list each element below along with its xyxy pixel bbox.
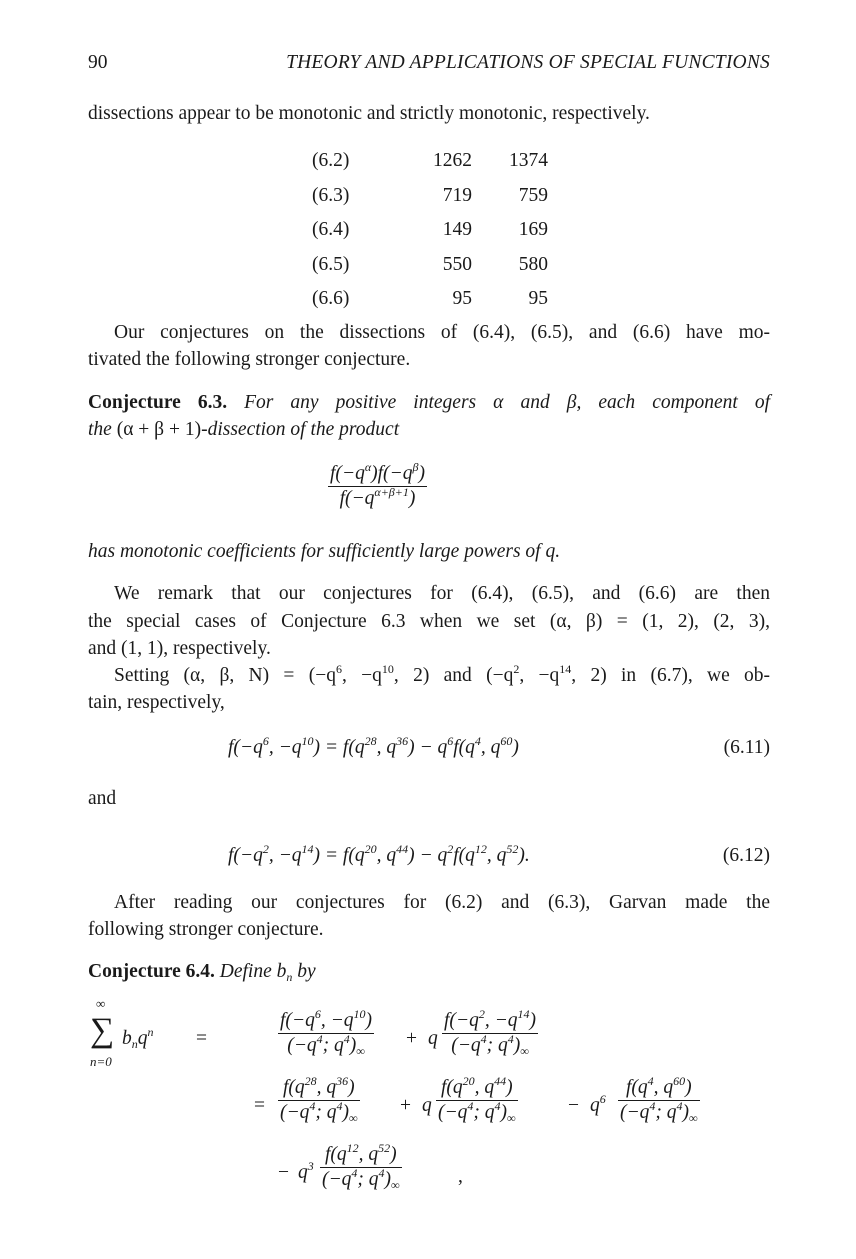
para1-line1: Our conjectures on the dissections of (6.4), (6.5), and (6.6) have mo- bbox=[114, 322, 770, 343]
running-title: THEORY AND APPLICATIONS OF SPECIAL FUNCTIONS bbox=[286, 52, 770, 73]
q3-term: $q^3$ bbox=[298, 1159, 314, 1183]
para2-line2: the special cases of Conjecture 6.3 when we set (α, β) = (1, 2), (2, 3), bbox=[88, 611, 770, 632]
para4-line1: After reading our conjectures for (6.2) and (6.3), Garvan made the bbox=[114, 892, 770, 913]
frac-row2-c: $f(q^4$, $q^{60}$) ($-q^4$; $q^4)_\infty$ bbox=[620, 1074, 698, 1125]
plus-2: + bbox=[400, 1095, 411, 1116]
conjecture-6-3-text1: For any positive integers α and β, each component of bbox=[244, 392, 770, 413]
trailing-comma: , bbox=[458, 1166, 463, 1187]
conjecture-6-3-line2 bbox=[88, 419, 399, 441]
intro-line: dissections appear to be monotonic and strictly monotonic, respectively. bbox=[88, 103, 650, 124]
and-word: and bbox=[88, 788, 117, 809]
row-value-b: 1374 bbox=[509, 150, 548, 171]
conjecture-6-3-line1 bbox=[88, 392, 770, 414]
product-fraction bbox=[328, 460, 427, 510]
minus-1: − bbox=[568, 1095, 579, 1116]
equation-6-12: $f(-q^2$, $-q^{14}) = f(q^{20}$, $q^{44}) - q^2f(q^{12}$, $q^{52}$). bbox=[228, 842, 530, 866]
row-value-b: 580 bbox=[518, 253, 548, 275]
para2-line3: and (1, 1), respectively. bbox=[88, 638, 271, 659]
row-label: (6.4) bbox=[312, 219, 350, 240]
coefficient-table bbox=[312, 144, 548, 317]
conj-line2-post: -dissection of the product bbox=[201, 419, 400, 440]
para1-line2: tivated the following stronger conjecture. bbox=[88, 349, 411, 370]
table-row bbox=[312, 144, 548, 179]
conjecture-6-4-text: Define $b_n$ by bbox=[219, 961, 316, 984]
sum-lower-limit: n=0 bbox=[90, 1054, 112, 1069]
frac-row3: $f(q^{12}$, $q^{52}$) ($-q^4$; $q^4)_\infty$ bbox=[322, 1141, 400, 1192]
equation-number-6-11: (6.11) bbox=[723, 737, 770, 758]
row-label: (6.6) bbox=[312, 288, 350, 309]
minus-2: − bbox=[278, 1162, 289, 1183]
q-1: q bbox=[428, 1028, 438, 1049]
fraction-denominator: $f(-q^{\alpha+\beta+1})$ bbox=[339, 485, 416, 509]
q6-term: $q^6$ bbox=[590, 1092, 606, 1116]
table-row bbox=[312, 179, 548, 214]
table-row bbox=[312, 213, 548, 248]
row-value-a: 1262 bbox=[433, 150, 472, 171]
conjecture-6-4-title: Conjecture 6.4. bbox=[88, 961, 215, 982]
row-label: (6.5) bbox=[312, 253, 350, 275]
conj-line2-math: (α + β + 1) bbox=[116, 419, 202, 440]
frac-row2-a: $f(q^{28}$, $q^{36}$) ($-q^4$; $q^4)_\infty$ bbox=[280, 1074, 358, 1125]
equation-6-11: $f(-q^6$, $-q^{10}) = f(q^{28}$, $q^{36}) - q^6f(q^4$, $q^{60}$) bbox=[228, 734, 519, 758]
page-number: 90 bbox=[88, 52, 108, 73]
row-value-b: 95 bbox=[528, 288, 548, 309]
table-row bbox=[312, 282, 548, 317]
conjecture-6-4-heading bbox=[88, 961, 316, 983]
row-value-a: 95 bbox=[452, 288, 472, 309]
sum-symbol: ∑ bbox=[90, 1012, 115, 1049]
row-label: (6.3) bbox=[312, 184, 350, 206]
row-value-a: 149 bbox=[442, 219, 472, 240]
frac-row1-b: $f(-q^2$, $-q^{14}$) ($-q^4$; $q^4)_\infty$ bbox=[444, 1007, 536, 1058]
para2-line1: We remark that our conjectures for (6.4), (6.5), and (6.6) are then bbox=[114, 583, 770, 604]
frac-row2-b: $f(q^{20}$, $q^{44}$) ($-q^4$; $q^4)_\infty$ bbox=[438, 1074, 516, 1125]
sum-term: $b_nq^n$ bbox=[122, 1025, 154, 1051]
equation-number-6-12: (6.12) bbox=[722, 845, 770, 866]
conjecture-6-3-line3: has monotonic coefficients for sufficiently large powers of q. bbox=[88, 541, 561, 562]
para4-line2: following stronger conjecture. bbox=[88, 919, 324, 940]
fraction-numerator: $f(-q^\alpha)f(-q^\beta)$ bbox=[330, 460, 425, 484]
equals-1: = bbox=[196, 1028, 207, 1049]
equals-2: = bbox=[254, 1095, 265, 1116]
para3-line1: Setting (α, β, $N) = (-q^6$, $-q^{10}$, 2) and ($-q^2$, $-q^{14}$, 2) in (6.7), we ob- bbox=[114, 662, 771, 686]
conjecture-6-3-title: Conjecture 6.3. bbox=[88, 392, 228, 413]
sum-upper-limit: ∞ bbox=[96, 996, 106, 1011]
para3-line2: tain, respectively, bbox=[88, 692, 225, 713]
row-value-a: 550 bbox=[442, 253, 472, 275]
plus-1: + bbox=[406, 1028, 417, 1049]
page-header bbox=[88, 52, 770, 78]
row-value-b: 759 bbox=[518, 184, 548, 206]
row-value-b: 169 bbox=[518, 219, 548, 240]
row-value-a: 719 bbox=[442, 184, 472, 206]
q-2: q bbox=[422, 1095, 432, 1116]
frac-row1-a: $f(-q^6$, $-q^{10}$) ($-q^4$; $q^4)_\infty$ bbox=[280, 1007, 372, 1058]
table-row bbox=[312, 248, 548, 283]
row-label: (6.2) bbox=[312, 150, 350, 171]
conj-line2-pre: the bbox=[88, 419, 117, 440]
